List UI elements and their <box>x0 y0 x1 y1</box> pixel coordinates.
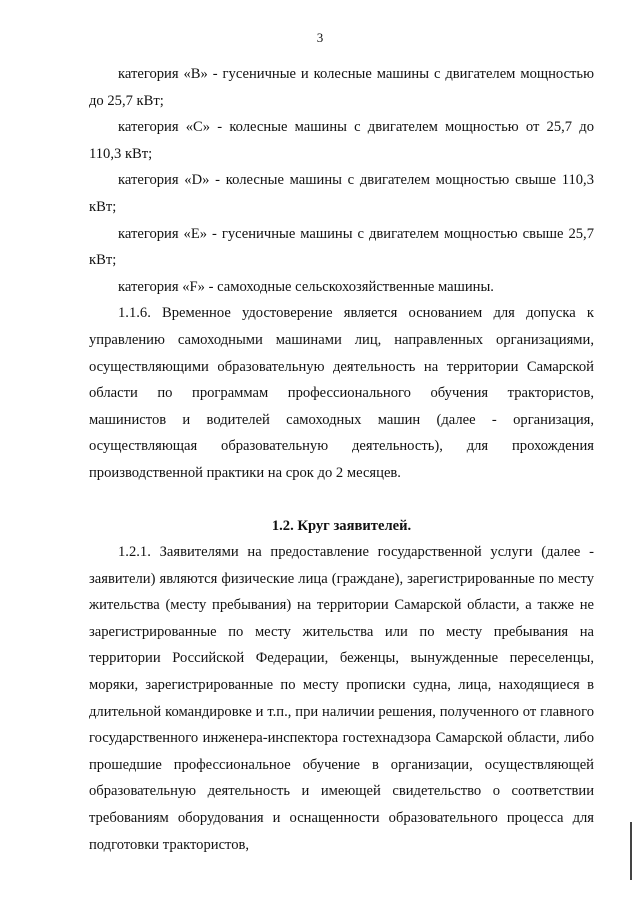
paragraph-category-d: категория «D» - колесные машины с двигателем мощностью свыше 110,3 кВт; <box>89 172 594 215</box>
paragraph-category-e: категория «Е» - гусеничные машины с двигателем мощностью свыше 25,7 кВт; <box>89 225 594 269</box>
section-heading: 1.2. Круг заявителей. <box>271 517 412 534</box>
paragraph-category-b: категория «В» - гусеничные и колесные машины с двигателем мощностью до 25,7 кВт; <box>89 66 594 109</box>
paragraph-1-2-1: 1.2.1. Заявителями на предоставление государственной услуги (далее - заявители) являются физические лица (граждане), зарегистрированные по месту жительства (месту пребывания) на территории Самарской области, а также не зарегистрированные по месту жительства или по месту пребывания на территории Российской Федерации, беженцы, вынужденные переселенцы, моряки, зарегистрированные по месту прописки судна, лица, находящиеся в длительной командировке и т.п., при наличии решения, полученного от главного государственного инженера-инспектора гостехнадзора Самарской области, либо прошедшие профессиональное обучение в организации, осуществляющей образовательную деятельность и имеющей свидетельство о соответствии требованиям оборудования и оснащенности образовательного процесса для подготовки трактористов, <box>89 544 594 853</box>
paragraph-category-c: категория «С» - колесные машины с двигателем мощностью от 25,7 до 110,3 кВт; <box>89 119 594 162</box>
document-body <box>89 61 594 858</box>
paragraph-category-f: категория «F» - самоходные сельскохозяйственные машины. <box>118 278 494 295</box>
page-number: 3 <box>316 30 324 45</box>
paragraph-1-1-6: 1.1.6. Временное удостоверение является основанием для допуска к управлению самоходными машинами лиц, направленных организациями, осуществляющими образовательную деятельность на территории Самарской области по программам профессионального обучения трактористов, машинистов и водителей самоходных машин (далее - организация, осуществляющая образовательную деятельность), для прохождения производственной практики на срок до 2 месяцев. <box>89 305 594 481</box>
scan-edge-mark <box>630 822 632 880</box>
